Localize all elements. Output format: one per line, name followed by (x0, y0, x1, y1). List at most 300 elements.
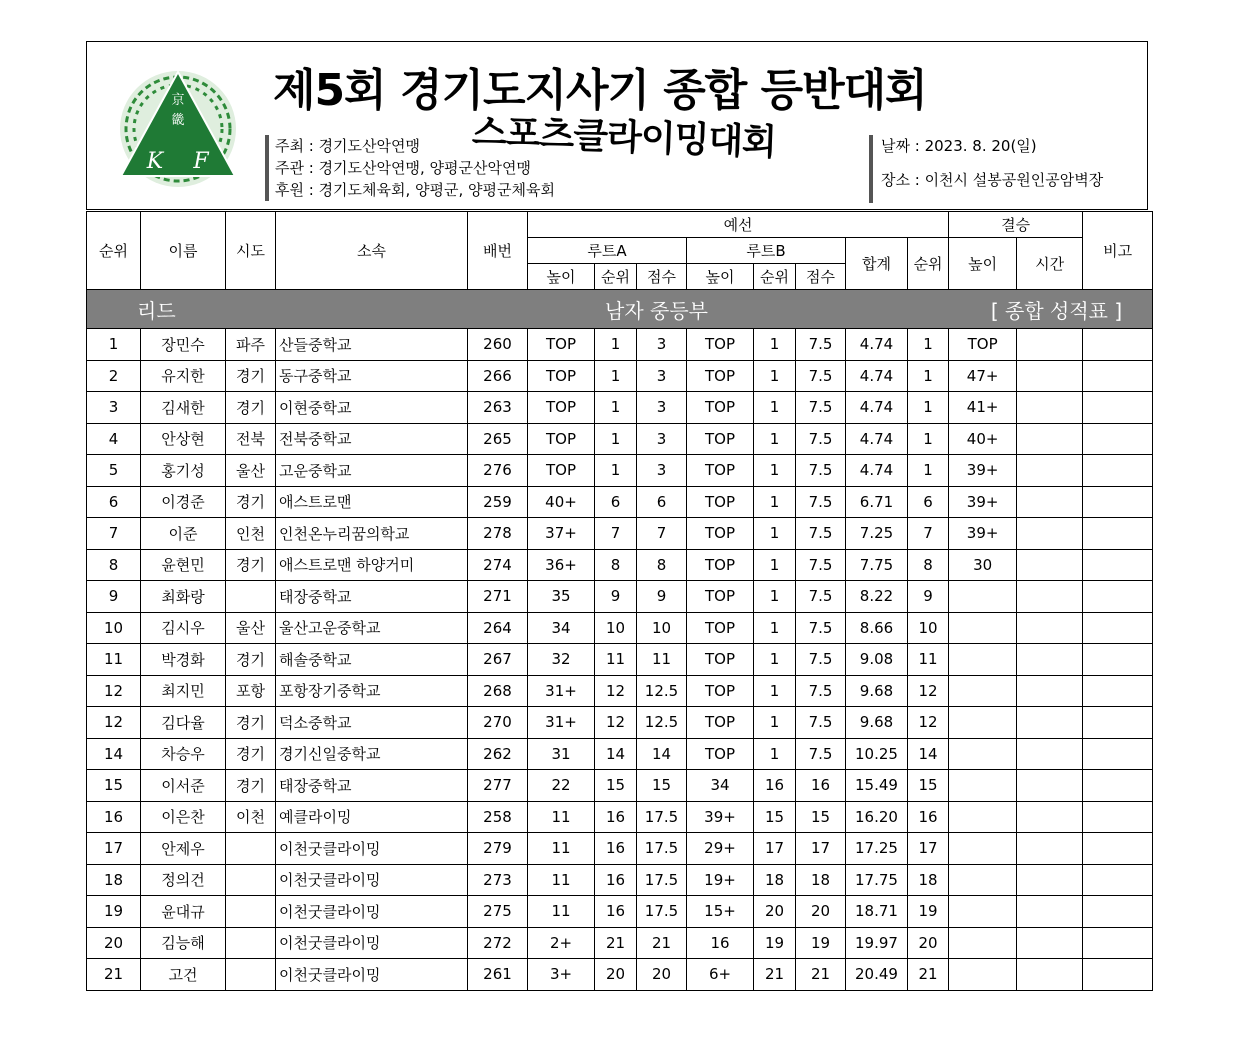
table-row (87, 959, 1153, 991)
b-points-cell: 7.5 (796, 486, 846, 518)
name-cell: 이서준 (141, 770, 226, 802)
a-points-cell: 3 (637, 455, 687, 487)
a-points-cell: 11 (637, 644, 687, 676)
b-points-cell: 19 (796, 927, 846, 959)
final-height-cell: 41+ (949, 392, 1017, 424)
time-cell (1017, 392, 1083, 424)
a-points-cell: 9 (637, 581, 687, 613)
qual-rank-cell: 20 (908, 927, 949, 959)
region-cell: 울산 (226, 612, 276, 644)
a-height-cell: 34 (528, 612, 595, 644)
a-height-cell: 11 (528, 801, 595, 833)
b-points-cell: 7.5 (796, 329, 846, 361)
total-cell: 9.08 (846, 644, 908, 676)
a-rank-cell: 8 (595, 549, 637, 581)
region-cell: 울산 (226, 455, 276, 487)
b-height-cell: TOP (687, 518, 754, 550)
affiliation-cell: 전북중학교 (276, 423, 468, 455)
event-label: 리드 (87, 290, 468, 329)
final-height-cell (949, 801, 1017, 833)
bib-cell: 276 (468, 455, 528, 487)
col-affiliation: 소속 (276, 212, 468, 290)
note-cell (1083, 423, 1153, 455)
rank-cell: 18 (87, 864, 141, 896)
col-region: 시도 (226, 212, 276, 290)
affiliation-cell: 포항장기중학교 (276, 675, 468, 707)
affiliation-cell: 이천굿클라이밍 (276, 864, 468, 896)
table-row (87, 675, 1153, 707)
qual-rank-cell: 9 (908, 581, 949, 613)
a-points-cell: 17.5 (637, 801, 687, 833)
region-cell: 경기 (226, 770, 276, 802)
a-rank-cell: 15 (595, 770, 637, 802)
a-points-cell: 3 (637, 423, 687, 455)
name-cell: 안상현 (141, 423, 226, 455)
a-points-cell: 17.5 (637, 896, 687, 928)
bib-cell: 275 (468, 896, 528, 928)
b-height-cell: TOP (687, 392, 754, 424)
final-height-cell (949, 833, 1017, 865)
a-height-cell: 11 (528, 896, 595, 928)
results-table (86, 211, 1153, 991)
col-a-height: 높이 (528, 264, 595, 290)
table-row (87, 707, 1153, 739)
final-height-cell (949, 896, 1017, 928)
final-height-cell (949, 864, 1017, 896)
qual-rank-cell: 18 (908, 864, 949, 896)
sheet-label: [ 종합 성적표 ] (846, 290, 1153, 329)
a-points-cell: 6 (637, 486, 687, 518)
a-height-cell: 40+ (528, 486, 595, 518)
name-cell: 윤현민 (141, 549, 226, 581)
a-points-cell: 21 (637, 927, 687, 959)
qual-rank-cell: 1 (908, 360, 949, 392)
col-b-points: 점수 (796, 264, 846, 290)
affiliation-cell: 태장중학교 (276, 770, 468, 802)
bib-cell: 266 (468, 360, 528, 392)
results-table-wrap (86, 211, 1152, 991)
b-height-cell: TOP (687, 423, 754, 455)
qual-rank-cell: 12 (908, 707, 949, 739)
region-cell: 파주 (226, 329, 276, 361)
note-cell (1083, 770, 1153, 802)
region-cell: 경기 (226, 707, 276, 739)
b-points-cell: 21 (796, 959, 846, 991)
a-rank-cell: 1 (595, 423, 637, 455)
b-height-cell: 19+ (687, 864, 754, 896)
rank-cell: 16 (87, 801, 141, 833)
final-height-cell: 47+ (949, 360, 1017, 392)
bib-cell: 260 (468, 329, 528, 361)
qual-rank-cell: 12 (908, 675, 949, 707)
final-height-cell (949, 707, 1017, 739)
col-total: 합계 (846, 238, 908, 290)
b-rank-cell: 21 (754, 959, 796, 991)
b-points-cell: 7.5 (796, 549, 846, 581)
total-cell: 19.97 (846, 927, 908, 959)
a-height-cell: TOP (528, 360, 595, 392)
a-rank-cell: 21 (595, 927, 637, 959)
affiliation-cell: 이천굿클라이밍 (276, 896, 468, 928)
affiliation-cell: 이천굿클라이밍 (276, 959, 468, 991)
bib-cell: 259 (468, 486, 528, 518)
b-points-cell: 7.5 (796, 612, 846, 644)
b-rank-cell: 16 (754, 770, 796, 802)
a-points-cell: 15 (637, 770, 687, 802)
b-rank-cell: 17 (754, 833, 796, 865)
a-rank-cell: 1 (595, 329, 637, 361)
a-height-cell: 35 (528, 581, 595, 613)
b-height-cell: TOP (687, 738, 754, 770)
note-cell (1083, 329, 1153, 361)
total-cell: 4.74 (846, 329, 908, 361)
bib-cell: 272 (468, 927, 528, 959)
col-note: 비고 (1083, 212, 1153, 290)
affiliation-cell: 덕소중학교 (276, 707, 468, 739)
rank-cell: 14 (87, 738, 141, 770)
table-row (87, 864, 1153, 896)
main-title: 제5회 경기도지사기 종합 등반대회 (273, 65, 927, 116)
table-row (87, 455, 1153, 487)
event-info-block (869, 135, 1103, 203)
rank-cell: 5 (87, 455, 141, 487)
time-cell (1017, 549, 1083, 581)
qual-rank-cell: 19 (908, 896, 949, 928)
a-points-cell: 3 (637, 329, 687, 361)
note-cell (1083, 864, 1153, 896)
rank-cell: 19 (87, 896, 141, 928)
a-height-cell: 37+ (528, 518, 595, 550)
b-rank-cell: 15 (754, 801, 796, 833)
rank-cell: 21 (87, 959, 141, 991)
table-row (87, 896, 1153, 928)
table-row (87, 612, 1153, 644)
b-rank-cell: 18 (754, 864, 796, 896)
b-points-cell: 7.5 (796, 738, 846, 770)
rank-cell: 12 (87, 707, 141, 739)
qual-rank-cell: 21 (908, 959, 949, 991)
col-final: 결승 (949, 212, 1083, 238)
affiliation-cell: 이현중학교 (276, 392, 468, 424)
total-cell: 4.74 (846, 455, 908, 487)
name-cell: 이경준 (141, 486, 226, 518)
table-row (87, 927, 1153, 959)
bib-cell: 263 (468, 392, 528, 424)
b-rank-cell: 1 (754, 518, 796, 550)
note-cell (1083, 455, 1153, 487)
a-rank-cell: 1 (595, 360, 637, 392)
note-cell (1083, 959, 1153, 991)
a-height-cell: TOP (528, 423, 595, 455)
rank-cell: 10 (87, 612, 141, 644)
results-body (87, 329, 1153, 991)
a-rank-cell: 1 (595, 455, 637, 487)
time-cell (1017, 675, 1083, 707)
a-rank-cell: 16 (595, 833, 637, 865)
final-height-cell: 39+ (949, 518, 1017, 550)
rank-cell: 11 (87, 644, 141, 676)
a-points-cell: 3 (637, 392, 687, 424)
name-cell: 김다율 (141, 707, 226, 739)
name-cell: 정의건 (141, 864, 226, 896)
time-cell (1017, 864, 1083, 896)
rank-cell: 4 (87, 423, 141, 455)
col-rank: 순위 (87, 212, 141, 290)
bib-cell: 271 (468, 581, 528, 613)
region-cell: 경기 (226, 486, 276, 518)
name-cell: 차승우 (141, 738, 226, 770)
a-points-cell: 7 (637, 518, 687, 550)
b-height-cell: TOP (687, 581, 754, 613)
time-cell (1017, 707, 1083, 739)
a-points-cell: 17.5 (637, 864, 687, 896)
b-rank-cell: 1 (754, 360, 796, 392)
name-cell: 이준 (141, 518, 226, 550)
note-cell (1083, 486, 1153, 518)
b-height-cell: TOP (687, 612, 754, 644)
total-cell: 20.49 (846, 959, 908, 991)
bib-cell: 261 (468, 959, 528, 991)
col-a-points: 점수 (637, 264, 687, 290)
region-cell: 경기 (226, 392, 276, 424)
final-height-cell: 30 (949, 549, 1017, 581)
region-cell: 전북 (226, 423, 276, 455)
time-cell (1017, 770, 1083, 802)
bib-cell: 277 (468, 770, 528, 802)
time-cell (1017, 581, 1083, 613)
a-height-cell: TOP (528, 329, 595, 361)
name-cell: 홍기성 (141, 455, 226, 487)
b-points-cell: 7.5 (796, 581, 846, 613)
total-cell: 18.71 (846, 896, 908, 928)
name-cell: 박경화 (141, 644, 226, 676)
qual-rank-cell: 1 (908, 455, 949, 487)
logo-char-1: 京 (171, 93, 185, 108)
sponsor-line: 후원 : 경기도체육회, 양평군, 양평군체육회 (275, 181, 555, 199)
a-height-cell: 11 (528, 864, 595, 896)
time-cell (1017, 360, 1083, 392)
col-name: 이름 (141, 212, 226, 290)
affiliation-cell: 이천굿클라이밍 (276, 927, 468, 959)
b-points-cell: 7.5 (796, 455, 846, 487)
total-cell: 7.75 (846, 549, 908, 581)
b-height-cell: TOP (687, 675, 754, 707)
table-row (87, 738, 1153, 770)
final-height-cell (949, 927, 1017, 959)
b-rank-cell: 1 (754, 707, 796, 739)
b-points-cell: 18 (796, 864, 846, 896)
a-points-cell: 8 (637, 549, 687, 581)
a-rank-cell: 6 (595, 486, 637, 518)
region-cell: 경기 (226, 360, 276, 392)
name-cell: 김능해 (141, 927, 226, 959)
time-cell (1017, 833, 1083, 865)
b-rank-cell: 1 (754, 486, 796, 518)
name-cell: 장민수 (141, 329, 226, 361)
note-cell (1083, 675, 1153, 707)
table-row (87, 833, 1153, 865)
a-rank-cell: 10 (595, 612, 637, 644)
col-qualification: 예선 (528, 212, 949, 238)
b-rank-cell: 20 (754, 896, 796, 928)
time-cell (1017, 738, 1083, 770)
bib-cell: 279 (468, 833, 528, 865)
category-band (87, 290, 1153, 329)
b-rank-cell: 1 (754, 644, 796, 676)
final-height-cell (949, 959, 1017, 991)
name-cell: 최화랑 (141, 581, 226, 613)
b-rank-cell: 1 (754, 423, 796, 455)
qual-rank-cell: 8 (908, 549, 949, 581)
table-row (87, 770, 1153, 802)
table-row (87, 581, 1153, 613)
col-route-a: 루트A (528, 238, 687, 264)
bib-cell: 265 (468, 423, 528, 455)
b-rank-cell: 1 (754, 612, 796, 644)
final-height-cell (949, 770, 1017, 802)
a-height-cell: 31+ (528, 707, 595, 739)
time-cell (1017, 455, 1083, 487)
a-height-cell: 22 (528, 770, 595, 802)
b-points-cell: 16 (796, 770, 846, 802)
time-cell (1017, 959, 1083, 991)
time-cell (1017, 644, 1083, 676)
final-height-cell: 39+ (949, 455, 1017, 487)
col-b-height: 높이 (687, 264, 754, 290)
final-height-cell (949, 581, 1017, 613)
bib-cell: 268 (468, 675, 528, 707)
b-height-cell: TOP (687, 329, 754, 361)
b-height-cell: 15+ (687, 896, 754, 928)
rank-cell: 12 (87, 675, 141, 707)
a-points-cell: 17.5 (637, 833, 687, 865)
note-cell (1083, 581, 1153, 613)
time-cell (1017, 896, 1083, 928)
b-rank-cell: 1 (754, 738, 796, 770)
note-cell (1083, 360, 1153, 392)
b-points-cell: 7.5 (796, 360, 846, 392)
total-cell: 9.68 (846, 707, 908, 739)
a-height-cell: 32 (528, 644, 595, 676)
total-cell: 17.25 (846, 833, 908, 865)
note-cell (1083, 801, 1153, 833)
name-cell: 유지한 (141, 360, 226, 392)
table-row (87, 392, 1153, 424)
a-rank-cell: 11 (595, 644, 637, 676)
b-rank-cell: 1 (754, 581, 796, 613)
table-row (87, 360, 1153, 392)
region-cell (226, 581, 276, 613)
time-cell (1017, 518, 1083, 550)
qual-rank-cell: 16 (908, 801, 949, 833)
b-height-cell: 34 (687, 770, 754, 802)
a-rank-cell: 16 (595, 896, 637, 928)
rank-cell: 7 (87, 518, 141, 550)
bib-cell: 270 (468, 707, 528, 739)
table-row (87, 329, 1153, 361)
region-cell (226, 896, 276, 928)
rank-cell: 2 (87, 360, 141, 392)
total-cell: 4.74 (846, 423, 908, 455)
col-time: 시간 (1017, 238, 1083, 290)
rank-cell: 17 (87, 833, 141, 865)
note-cell (1083, 738, 1153, 770)
a-height-cell: TOP (528, 392, 595, 424)
note-cell (1083, 549, 1153, 581)
event-venue: 장소 : 이천시 설봉공원인공암벽장 (881, 171, 1104, 189)
a-height-cell: 11 (528, 833, 595, 865)
total-cell: 7.25 (846, 518, 908, 550)
b-rank-cell: 1 (754, 329, 796, 361)
qual-rank-cell: 6 (908, 486, 949, 518)
qual-rank-cell: 17 (908, 833, 949, 865)
total-cell: 17.75 (846, 864, 908, 896)
affiliation-cell: 울산고운중학교 (276, 612, 468, 644)
federation-logo (117, 68, 239, 190)
time-cell (1017, 927, 1083, 959)
table-row (87, 518, 1153, 550)
logo-char-3: K (146, 149, 164, 174)
a-rank-cell: 1 (595, 392, 637, 424)
b-points-cell: 7.5 (796, 518, 846, 550)
affiliation-cell: 애스트로맨 하양거미 (276, 549, 468, 581)
final-height-cell (949, 738, 1017, 770)
name-cell: 최지민 (141, 675, 226, 707)
affiliation-cell: 동구중학교 (276, 360, 468, 392)
bib-cell: 273 (468, 864, 528, 896)
qual-rank-cell: 15 (908, 770, 949, 802)
b-points-cell: 7.5 (796, 423, 846, 455)
event-date: 날짜 : 2023. 8. 20(일) (881, 137, 1037, 155)
b-height-cell: TOP (687, 486, 754, 518)
final-height-cell: 39+ (949, 486, 1017, 518)
total-cell: 9.68 (846, 675, 908, 707)
affiliation-cell: 인천온누리꿈의학교 (276, 518, 468, 550)
b-rank-cell: 1 (754, 392, 796, 424)
b-height-cell: 16 (687, 927, 754, 959)
a-rank-cell: 14 (595, 738, 637, 770)
b-points-cell: 20 (796, 896, 846, 928)
b-points-cell: 15 (796, 801, 846, 833)
note-cell (1083, 927, 1153, 959)
region-cell: 경기 (226, 549, 276, 581)
time-cell (1017, 486, 1083, 518)
total-cell: 8.66 (846, 612, 908, 644)
b-height-cell: TOP (687, 360, 754, 392)
a-height-cell: 3+ (528, 959, 595, 991)
b-height-cell: TOP (687, 455, 754, 487)
division-label: 남자 중등부 (468, 290, 846, 329)
affiliation-cell: 고운중학교 (276, 455, 468, 487)
region-cell: 인천 (226, 518, 276, 550)
rank-cell: 1 (87, 329, 141, 361)
total-cell: 16.20 (846, 801, 908, 833)
b-points-cell: 7.5 (796, 707, 846, 739)
b-height-cell: 29+ (687, 833, 754, 865)
b-points-cell: 7.5 (796, 675, 846, 707)
note-cell (1083, 612, 1153, 644)
a-points-cell: 3 (637, 360, 687, 392)
affiliation-cell: 이천굿클라이밍 (276, 833, 468, 865)
region-cell: 이천 (226, 801, 276, 833)
final-height-cell: TOP (949, 329, 1017, 361)
host-line: 주최 : 경기도산악연맹 (275, 137, 421, 155)
affiliation-cell: 해솔중학교 (276, 644, 468, 676)
bib-cell: 264 (468, 612, 528, 644)
sub-title: 스포츠클라이밍대회 (471, 111, 777, 164)
logo-char-2: 畿 (171, 113, 185, 128)
time-cell (1017, 612, 1083, 644)
